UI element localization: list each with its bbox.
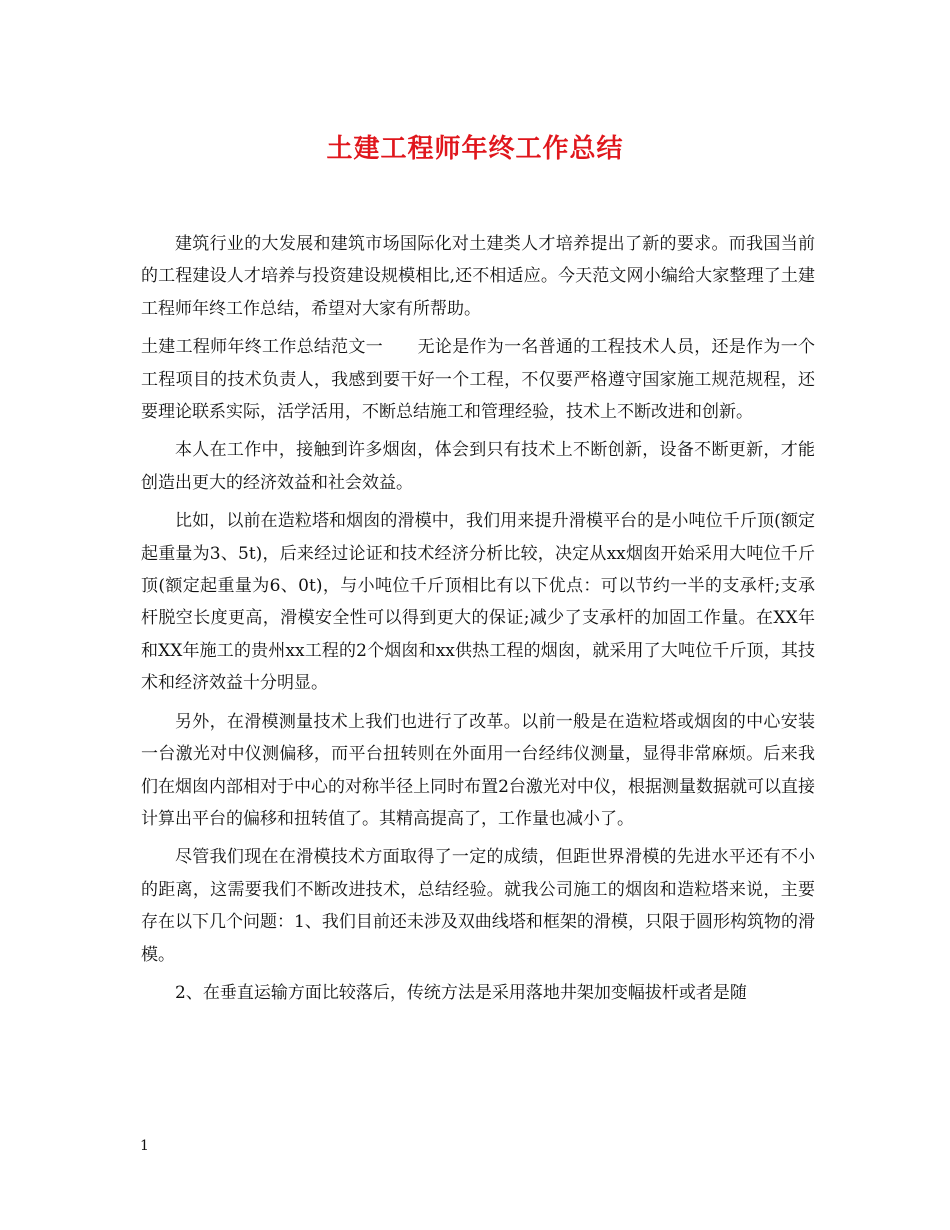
paragraph-sample-one: 土建工程师年终工作总结范文一 无论是作为一名普通的工程技术人员，还是作为一个工程项目的技术负责人，我感到要干好一个工程，不仅要严格遵守国家施工规范规程，还要理论联系实际，活学活用，不断总结施工和管理经验，技术上不断改进和创新。 <box>141 337 815 423</box>
document-body <box>141 228 815 1015</box>
paragraph-problems: 尽管我们现在在滑模技术方面取得了一定的成绩，但距世界滑模的先进水平还有不小的距离，这需要我们不断改进技术，总结经验。就我公司施工的烟囱和造粒塔来说，主要存在以下几个问题：1、我们目前还未涉及双曲线塔和框架的滑模，只限于圆形构筑物的滑模。 <box>141 847 815 965</box>
page-number: 1 <box>140 1138 149 1154</box>
document-title: 土建工程师年终工作总结 <box>326 134 624 164</box>
paragraph-intro: 建筑行业的大发展和建筑市场国际化对土建类人才培养提出了新的要求。而我国当前的工程建设人才培养与投资建设规模相比,还不相适应。今天范文网小编给大家整理了土建工程师年终工作总结，希望对大家有所帮助。 <box>141 234 815 319</box>
paragraph-chimney-experience: 本人在工作中，接触到许多烟囱，体会到只有技术上不断创新，设备不断更新，才能创造出更大的经济效益和社会效益。 <box>141 440 815 493</box>
paragraph-jack-upgrade: 比如，以前在造粒塔和烟囱的滑模中，我们用来提升滑模平台的是小吨位千斤顶(额定起重量为3、5t)，后来经过论证和技术经济分析比较，决定从xx烟囱开始采用大吨位千斤顶(额定起重量为6、0t)，与小吨位千斤顶相比有以下优点：可以节约一半的支承杆;支承杆脱空长度更高，滑模安全性可以得到更大的保证;减少了支承杆的加固工作量。在XX年和XX年施工的贵州xx工程的2个烟囱和xx供热工程的烟囱，就采用了大吨位千斤顶，其技术和经济效益十分明显。 <box>141 511 815 694</box>
paragraph-vertical-transport: 2、在垂直运输方面比较落后，传统方法是采用落地井架加变幅拔杆或者是随 <box>175 982 747 1003</box>
paragraph-measurement-reform: 另外，在滑模测量技术上我们也进行了改革。以前一般是在造粒塔或烟囱的中心安装一台激光对中仪测偏移，而平台扭转则在外面用一台经纬仪测量，显得非常麻烦。后来我们在烟囱内部相对于中心的对称半径上同时布置2台激光对中仪，根据测量数据就可以直接计算出平台的偏移和扭转值了。其精高提高了，工作量也减小了。 <box>141 711 815 829</box>
